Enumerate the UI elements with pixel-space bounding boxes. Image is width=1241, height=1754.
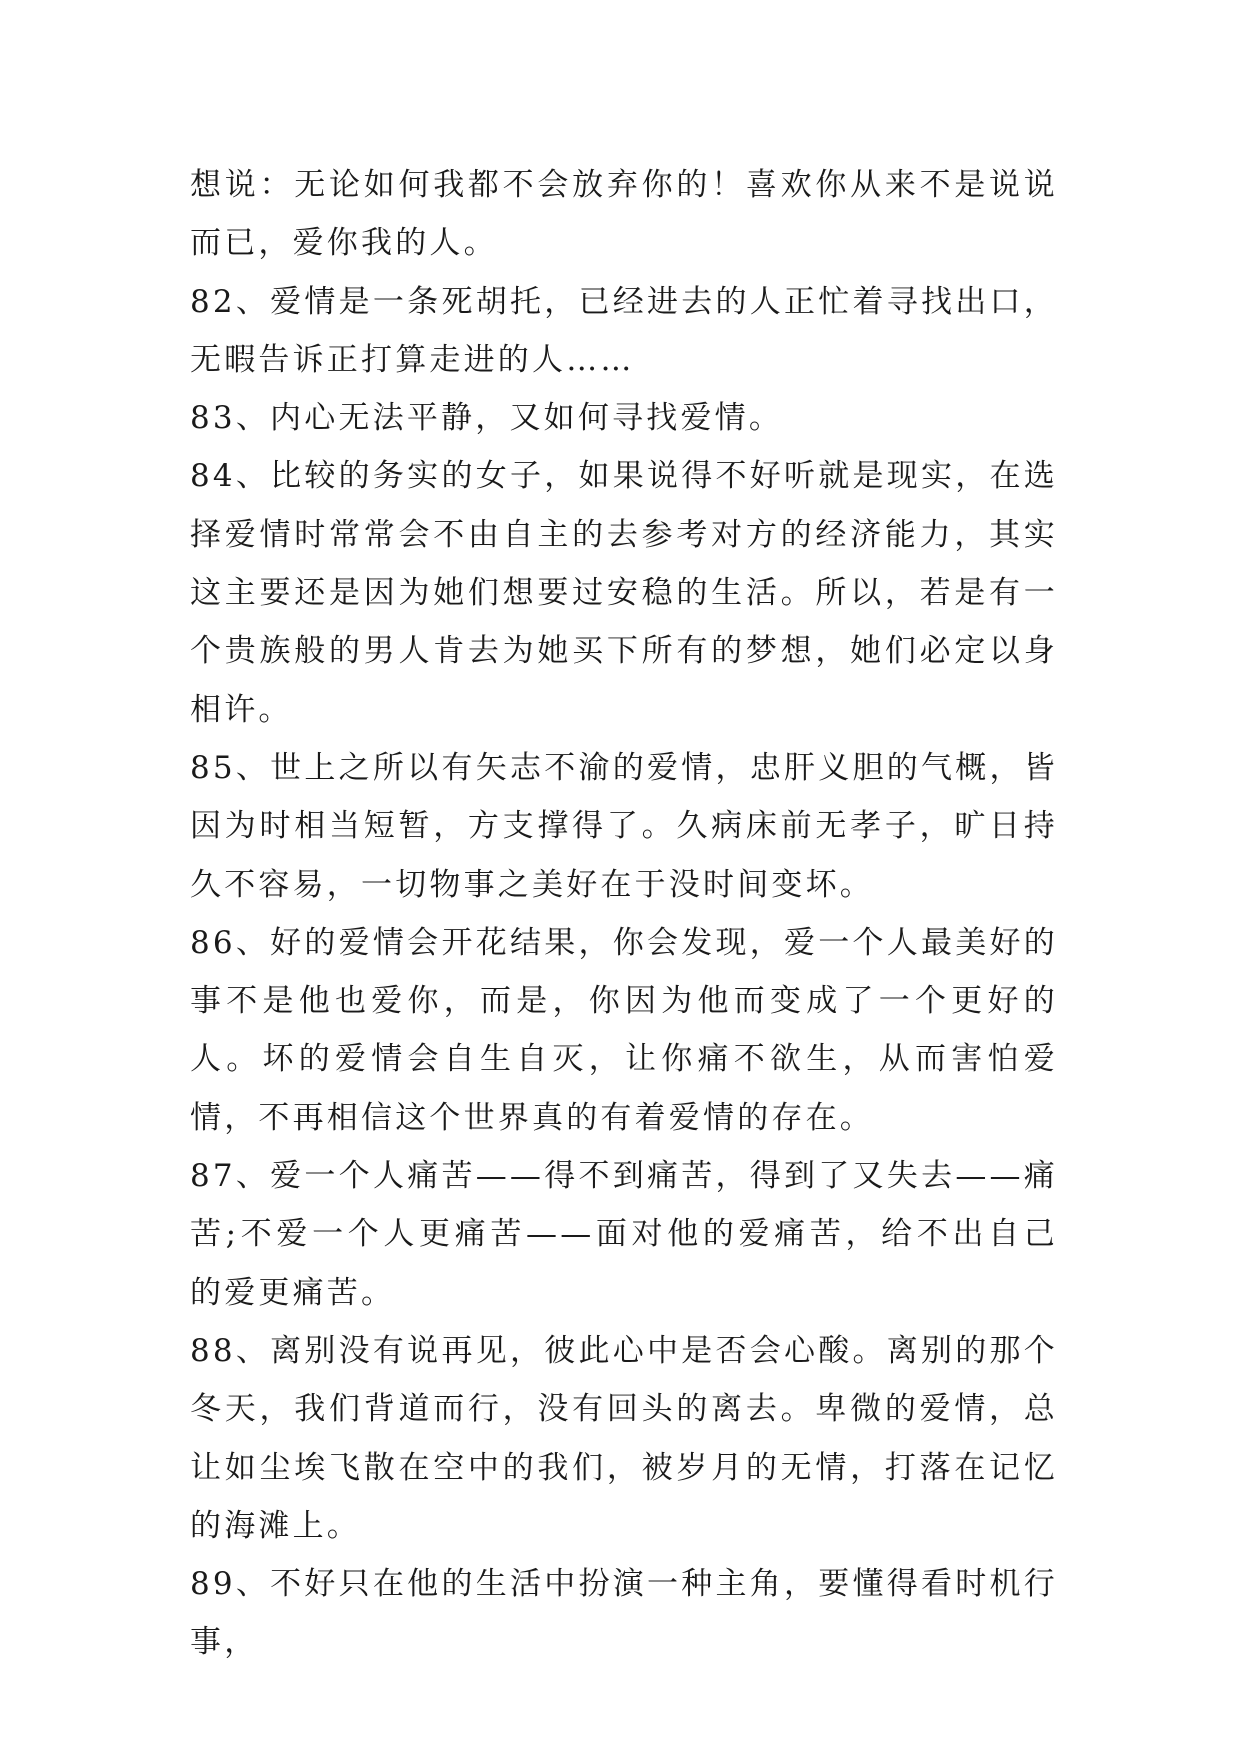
paragraph-84: 84、比较的务实的女子，如果说得不好听就是现实，在选择爱情时常常会不由自主的去参考对方的经济能力，其实这主要还是因为她们想要过安稳的生活。所以，若是有一个贵族般的男人肯去为她买下所有的梦想，她们必定以身相许。 bbox=[190, 458, 1058, 728]
body-text bbox=[190, 156, 1058, 1672]
paragraph-83: 83、内心无法平静，又如何寻找爱情。 bbox=[190, 400, 784, 437]
paragraph-88: 88、离别没有说再见，彼此心中是否会心酸。离别的那个冬天，我们背道而行，没有回头的离去。卑微的爱情，总让如尘埃飞散在空中的我们，被岁月的无情，打落在记忆的海滩上。 bbox=[190, 1332, 1058, 1544]
paragraph-continuation: 想说：无论如何我都不会放弃你的！喜欢你从来不是说说而已，爱你我的人。 bbox=[190, 167, 1058, 262]
paragraph-89: 89、不好只在他的生活中扮演一种主角，要懂得看时机行事， bbox=[190, 1566, 1058, 1661]
paragraph-87: 87、爱一个人痛苦——得不到痛苦，得到了又失去——痛苦;不爱一个人更痛苦——面对他的爱痛苦，给不出自己的爱更痛苦。 bbox=[190, 1158, 1058, 1311]
paragraph-82: 82、爱情是一条死胡托，已经进去的人正忙着寻找出口，无暇告诉正打算走进的人…… bbox=[190, 283, 1058, 378]
paragraph-86: 86、好的爱情会开花结果，你会发现，爱一个人最美好的事不是他也爱你，而是，你因为他而变成了一个更好的人。坏的爱情会自生自灭，让你痛不欲生，从而害怕爱情，不再相信这个世界真的有着爱情的存在。 bbox=[190, 924, 1058, 1136]
paragraph-85: 85、世上之所以有矢志不渝的爱情，忠肝义胆的气概，皆因为时相当短暂，方支撑得了。久病床前无孝子，旷日持久不容易，一切物事之美好在于没时间变坏。 bbox=[190, 749, 1058, 903]
